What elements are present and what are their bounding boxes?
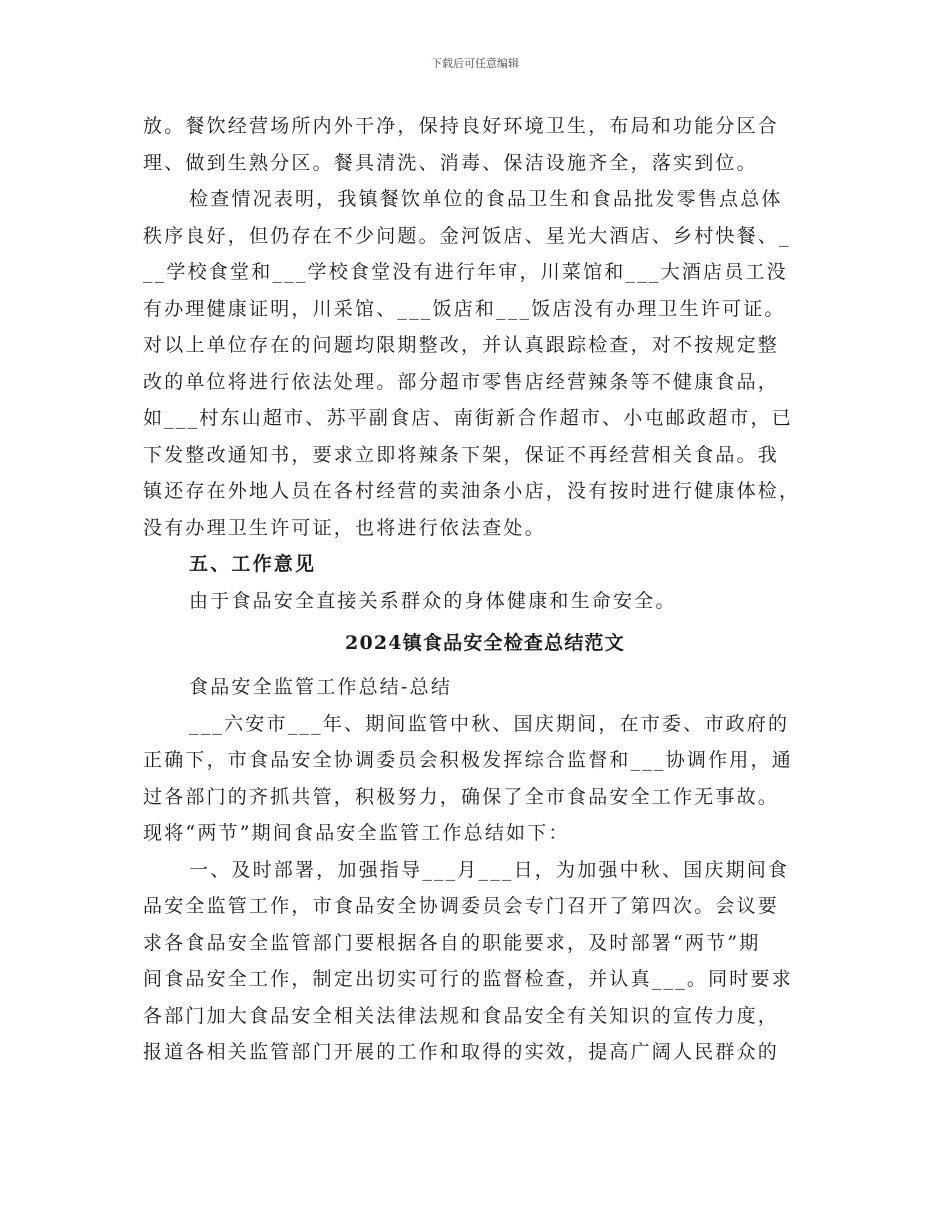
text-line: ___六安市___年、期间监管中秋、国庆期间，在市委、市政府的 bbox=[189, 712, 790, 735]
text-line: 正确下，市食品安全协调委员会积极发挥综合监督和___协调作用，通 bbox=[143, 749, 793, 771]
text-line: 品安全监管工作，市食品安全协调委员会专门召开了第四次。会议要 bbox=[143, 895, 780, 917]
text-line: 各部门加大食品安全相关法律法规和食品安全有关知识的宣传力度， bbox=[143, 1004, 780, 1027]
text-line: 放。餐饮经营场所内外干净，保持良好环境卫生，布局和功能分区合 bbox=[143, 115, 780, 137]
text-line: 报道各相关监管部门开展的工作和取得的实效，提高广阔人民群众的 bbox=[143, 1041, 780, 1063]
text-line: 间食品安全工作，制定出切实可行的监督检查，并认真___。同时要求 bbox=[143, 968, 793, 990]
text-line: 一、及时部署，加强指导___月___日，为加强中秋、国庆期间食 bbox=[189, 858, 790, 881]
text-line: 过各部门的齐抓共管，积极努力，确保了全市食品安全工作无事故。 bbox=[143, 785, 780, 808]
doc-title bbox=[143, 621, 827, 665]
text-line: 对以上单位存在的问题均限期整改，并认真跟踪检查，对不按规定整 bbox=[143, 334, 780, 356]
text-line: 求各食品安全监管部门要根据各自的职能要求，及时部署“两节”期 bbox=[143, 931, 761, 954]
paragraph-block-1 bbox=[143, 108, 827, 546]
paragraph-block-2 bbox=[143, 669, 827, 1071]
text-line: __学校食堂和___学校食堂没有进行年审，川菜馆和___大酒店员工没 bbox=[143, 261, 788, 283]
document-body bbox=[143, 108, 827, 1071]
text-line: 镇还存在外地人员在各村经营的卖油条小店，没有按时进行健康体检， bbox=[143, 480, 801, 502]
header-note: 下载后可任意编辑 bbox=[431, 57, 519, 70]
text-line: 改的单位将进行依法处理。部分超市零售店经营辣条等不健康食品， bbox=[143, 370, 780, 393]
text-line: 现将“两节”期间食品安全监管工作总结如下： bbox=[143, 822, 570, 844]
doc-title-text: 2024镇食品安全检查总结范文 bbox=[345, 632, 625, 654]
text-line: 下发整改通知书，要求立即将辣条下架，保证不再经营相关食品。我 bbox=[143, 443, 780, 466]
section-line: 由于食品安全直接关系群众的身体健康和生命安全。 bbox=[189, 589, 677, 612]
text-line: 检查情况表明，我镇餐饮单位的食品卫生和食品批发零售点总体 bbox=[189, 188, 783, 210]
section-heading: 五、工作意见 bbox=[189, 553, 317, 575]
text-line: 有办理健康证明，川采馆、___饭店和___饭店没有办理卫生许可证。 bbox=[143, 297, 786, 320]
text-line: 秩序良好，但仍存在不少问题。金河饭店、星光大酒店、乡村快餐、_ bbox=[143, 224, 791, 247]
text-line: 如___村东山超市、苏平副食店、南街新合作超市、小屯邮政超市，已 bbox=[143, 407, 793, 429]
text-line: 理、做到生熟分区。餐具清洗、消毒、保洁设施齐全，落实到位。 bbox=[143, 151, 758, 174]
text-line: 没有办理卫生许可证，也将进行依法查处。 bbox=[143, 516, 546, 539]
text-line: 食品安全监管工作总结-总结 bbox=[189, 676, 453, 698]
